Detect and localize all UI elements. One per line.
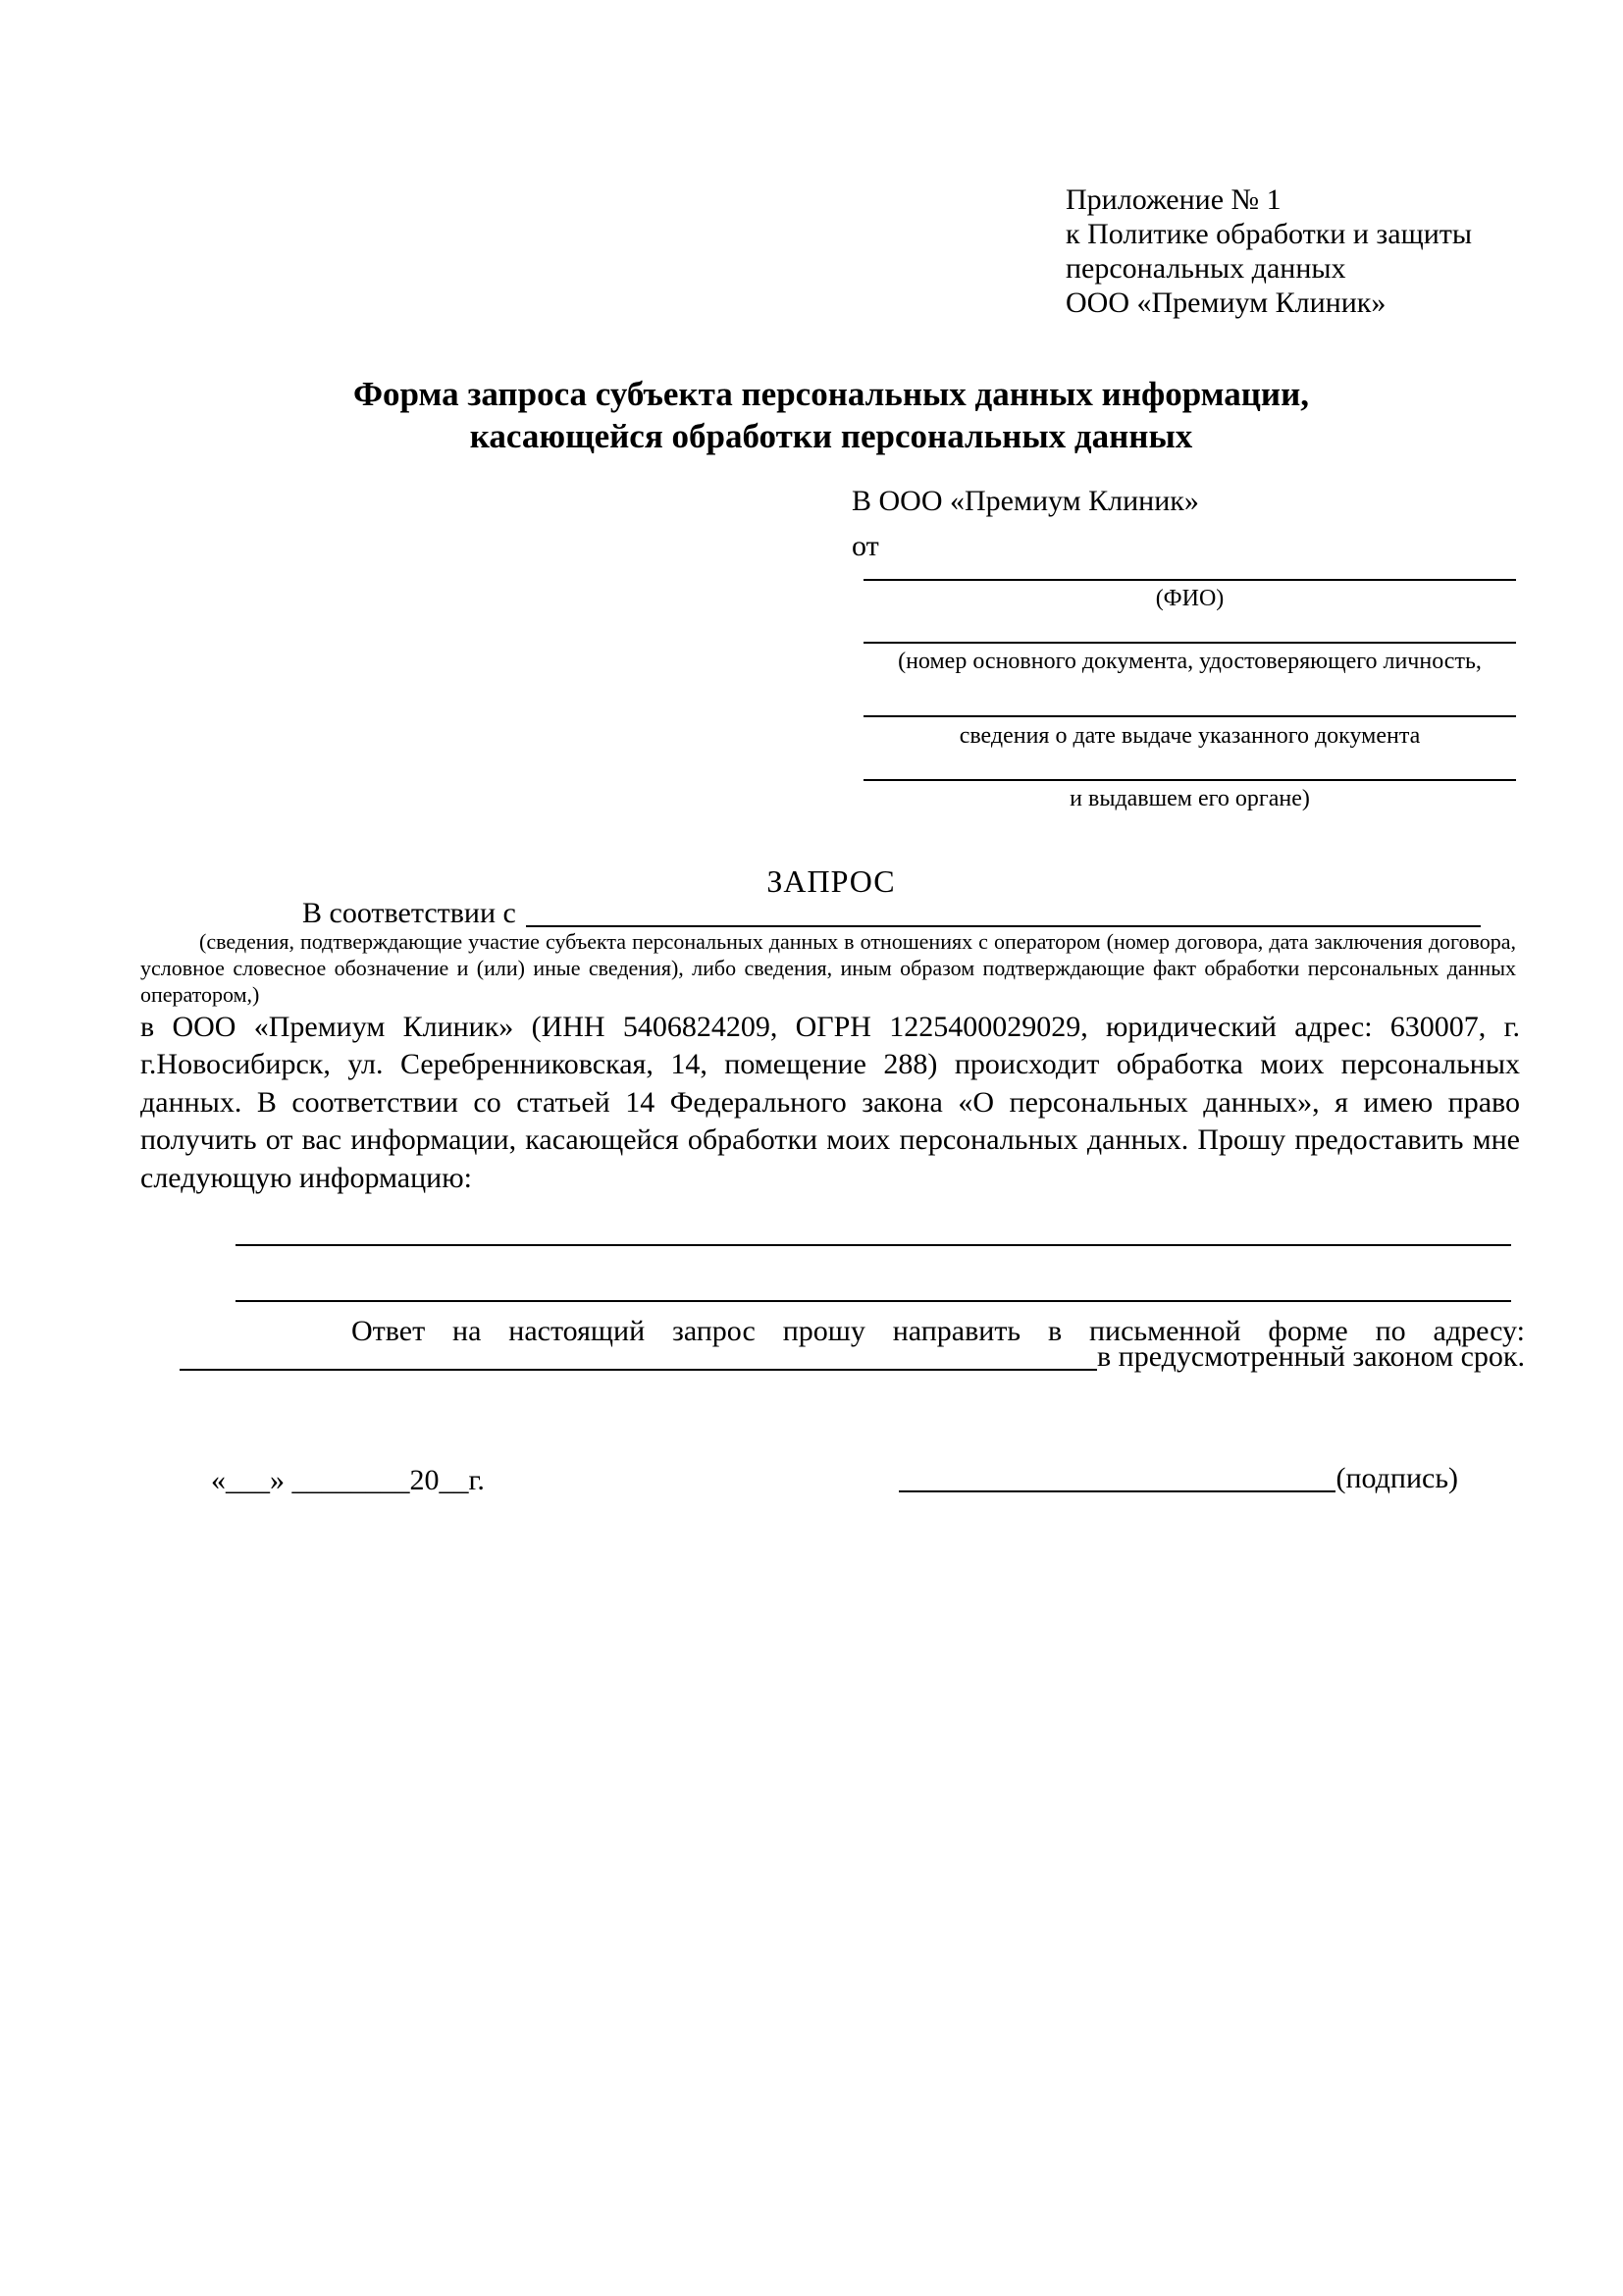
request-body-text: в ООО «Премиум Клиник» (ИНН 5406824209, ОГРН 1225400029029, юридический адрес: 630007, г. г.Новосибирск, ул. Серебренниковская, 14, помещение 288) происходит обработка моих персональных данных. В соответствии со статьей 14 Федерального закона «О персональных данных», я имею право получить от вас информации, касающейся обработки моих персональных данных. Прошу предоставить мне следующую информацию: xyxy=(140,1011,1520,1194)
appendix-header xyxy=(1066,183,1472,320)
reply-address-blank-line xyxy=(180,1369,1097,1371)
doc-issuer-caption: и выдавшем его органе) xyxy=(1070,786,1310,811)
doc-issuer-blank-line xyxy=(864,779,1516,781)
accordance-row xyxy=(302,895,1481,932)
appendix-header-line: к Политике обработки и защиты xyxy=(1066,218,1473,250)
doc-date-blank-line xyxy=(864,715,1516,717)
form-title-line-2: касающейся обработки персональных данных xyxy=(469,417,1193,455)
doc-number-caption: (номер основного документа, удостоверяющего личность, xyxy=(898,649,1482,674)
accordance-blank-line xyxy=(526,925,1481,927)
fio-caption: (ФИО) xyxy=(1155,586,1225,611)
form-title-line-1: Форма запроса субъекта персональных данных информации, xyxy=(352,375,1310,413)
footnote-text: (сведения, подтверждающие участие субъекта персональных данных в отношениях с оператором (номер договора, дата заключения договора, условное словесное обозначение и (или) иные сведения), либо сведения, иным образом подтверждающие факт обработки персональных данных оператором,) xyxy=(140,929,1516,1007)
signature-blank-line xyxy=(899,1490,1335,1492)
info-blank-line-2 xyxy=(236,1300,1511,1302)
request-heading: ЗАПРОС xyxy=(766,863,896,899)
addressee-org: В ООО «Премиум Клиник» xyxy=(852,485,1199,517)
addressee-from-label: от xyxy=(852,530,879,562)
reply-tail: в предусмотренный законом срок. xyxy=(1097,1340,1525,1373)
signature-caption: (подпись) xyxy=(1335,1462,1458,1494)
appendix-header-line: персональных данных xyxy=(1066,252,1346,285)
form-title xyxy=(137,373,1525,457)
fio-blank-line xyxy=(864,579,1516,581)
signature-row xyxy=(899,1460,1458,1497)
reply-address-row xyxy=(180,1338,1525,1376)
doc-number-blank-line xyxy=(864,642,1516,644)
info-blank-line-1 xyxy=(236,1244,1511,1246)
date-field: «___» ________20__г. xyxy=(211,1464,485,1496)
reply-sentence: Ответ на настоящий запрос прошу направить в письменной форме по адресу: xyxy=(351,1315,1525,1347)
appendix-header-line: ООО «Премиум Клиник» xyxy=(1066,287,1387,319)
accordance-label: В соответствии с xyxy=(302,897,516,929)
doc-date-caption: сведения о дате выдаче указанного документа xyxy=(959,723,1421,749)
appendix-header-line: Приложение № 1 xyxy=(1066,183,1282,216)
